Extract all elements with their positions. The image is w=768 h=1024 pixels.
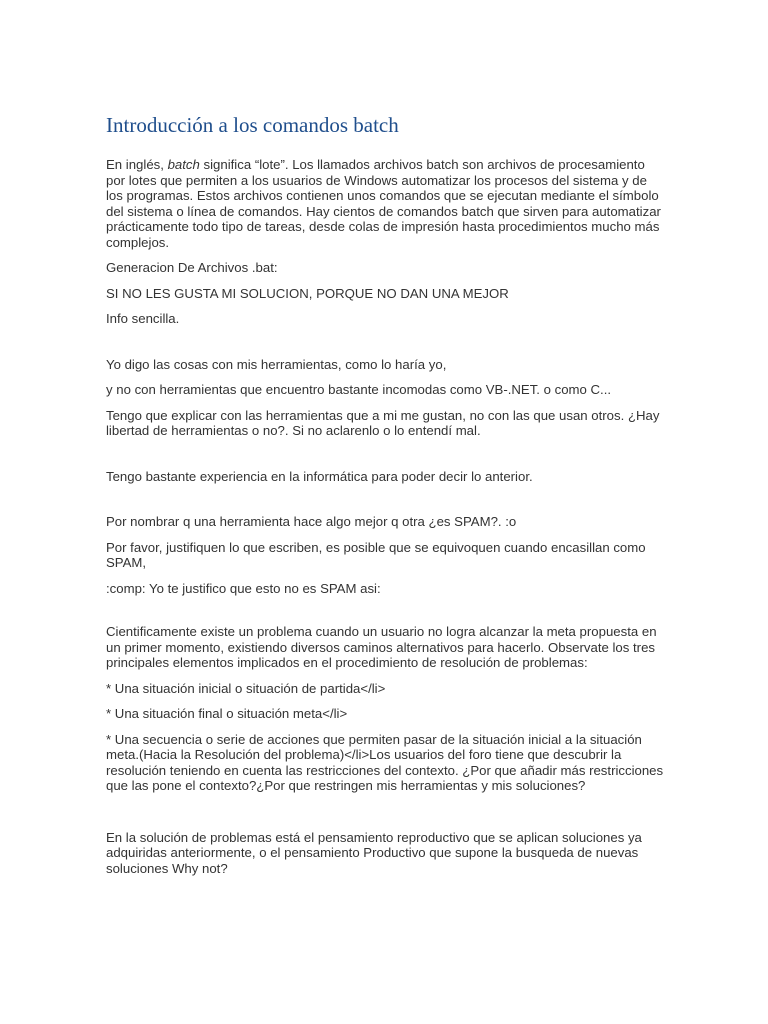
- intro-text-start: En inglés,: [106, 157, 168, 172]
- paragraph: Cientificamente existe un problema cuando un usuario no logra alcanzar la meta propuesta en un primer momento, existiendo diversos caminos alternativos para hacerlo. Observate los tres principales elementos implicados en el procedimiento de resolución de problemas:: [106, 624, 657, 670]
- paragraph: y no con herramientas que encuentro bastante incomodas como VB-.NET. o como C...: [106, 382, 612, 397]
- document-title: Introducción a los comandos batch: [106, 113, 399, 137]
- paragraph: En la solución de problemas está el pensamiento reproductivo que se aplican soluciones ya adquiridas anteriormente, o el pensamiento Productivo que supone la busqueda de nuevas soluciones Why not?: [106, 829, 642, 876]
- intro-paragraph: [106, 157, 666, 250]
- document-page: [106, 112, 666, 886]
- paragraph: Yo digo las cosas con mis herramientas, como lo haría yo,: [106, 356, 447, 372]
- intro-text-rest: significa “lote”. Los llamados archivos batch son archivos de procesamiento por lotes que permiten a los usuarios de Windows automatizar los procesos del sistema y de los programas. Estos archivos contienen unos comandos que se ejecutan mediante el símbolo del sistema o línea de comandos. Hay cientos de comandos batch que sirven para automatizar prácticamente todo tipo de tareas, desde colas de impresión hasta procedimientos mucho más complejos.: [106, 157, 661, 250]
- paragraph: Por favor, justifiquen lo que escriben, es posible que se equivoquen cuando encasillan como SPAM,: [106, 539, 646, 570]
- list-item: * Una situación final o situación meta</li>: [106, 706, 348, 721]
- paragraph: Por nombrar q una herramienta hace algo mejor q otra ¿es SPAM?. :o: [106, 514, 517, 529]
- paragraph: Generacion De Archivos .bat:: [106, 260, 278, 275]
- list-item: * Una secuencia o serie de acciones que permiten pasar de la situación inicial a la situación meta.(Hacia la Resolución del problema)</li>Los usuarios del foro tiene que descubrir la resolución teniendo en cuenta las restricciones del contexto. ¿Por que añadir más restricciones que las pone el contexto?¿Por que restringen mis herramientas y mis soluciones?: [106, 731, 664, 793]
- list-item: * Una situación inicial o situación de partida</li>: [106, 680, 386, 696]
- paragraph: :comp: Yo te justifico que esto no es SPAM asi:: [106, 580, 381, 596]
- paragraph: SI NO LES GUSTA MI SOLUCION, PORQUE NO DAN UNA MEJOR: [106, 285, 509, 301]
- paragraph: Tengo bastante experiencia en la informática para poder decir lo anterior.: [106, 468, 533, 484]
- intro-italic-term: batch: [167, 157, 200, 172]
- paragraph: Tengo que explicar con las herramientas que a mi me gustan, no con las que usan otros. ¿Hay libertad de herramientas o no?. Si no aclarenlo o lo entendí mal.: [106, 407, 660, 438]
- paragraph: Info sencilla.: [106, 311, 180, 326]
